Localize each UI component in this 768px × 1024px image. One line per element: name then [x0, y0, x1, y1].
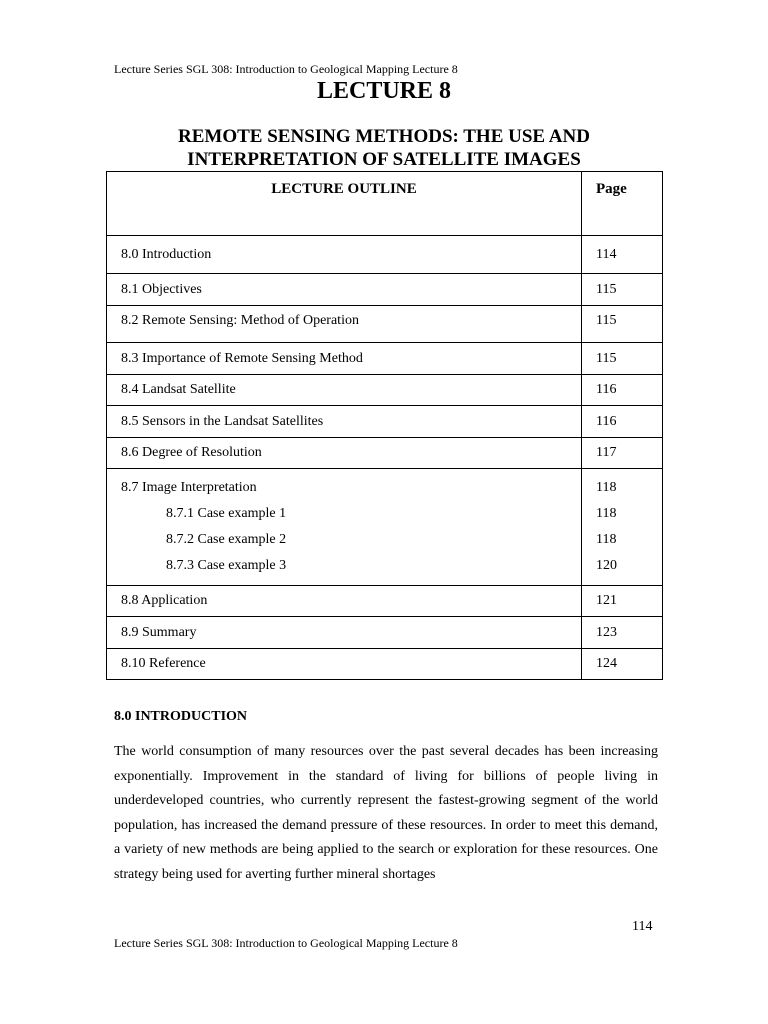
table-row — [107, 343, 663, 375]
outline-topic: 8.0 Introduction — [107, 236, 582, 274]
table-row — [107, 406, 663, 438]
outline-subtopic: 8.7.1 Case example 1 — [166, 506, 287, 521]
outline-page: 123 — [582, 617, 663, 649]
table-row — [107, 649, 663, 680]
outline-page: 116 — [582, 375, 663, 406]
outline-page: 124 — [582, 649, 663, 680]
outline-page: 115 — [582, 274, 663, 306]
outline-subtopic: 8.7.2 Case example 2 — [166, 532, 287, 547]
outline-page: 118 — [596, 532, 617, 547]
outline-page: 116 — [582, 406, 663, 438]
outline-topic: 8.7 Image Interpretation — [121, 480, 257, 495]
table-row — [107, 617, 663, 649]
outline-page-group — [582, 469, 663, 586]
page-column-header: Page — [582, 172, 663, 236]
outline-page: 115 — [582, 306, 663, 343]
table-row — [107, 236, 663, 274]
table-row — [107, 469, 663, 586]
outline-page: 118 — [596, 480, 617, 495]
outline-page: 114 — [582, 236, 663, 274]
lecture-subtitle — [0, 125, 768, 171]
outline-topic: 8.10 Reference — [107, 649, 582, 680]
table-row — [107, 274, 663, 306]
outline-topic: 8.8 Application — [107, 586, 582, 617]
outline-topic: 8.2 Remote Sensing: Method of Operation — [107, 306, 582, 343]
outline-page: 117 — [582, 438, 663, 469]
lecture-title: LECTURE 8 — [316, 78, 452, 104]
outline-page: 118 — [596, 506, 617, 521]
lecture-outline-table — [106, 171, 663, 680]
table-row — [107, 586, 663, 617]
outline-page: 120 — [596, 558, 617, 573]
outline-topic-group — [107, 469, 582, 586]
outline-topic: 8.9 Summary — [107, 617, 582, 649]
outline-column-header: LECTURE OUTLINE — [107, 172, 582, 236]
table-row — [107, 306, 663, 343]
subtitle-line-1: REMOTE SENSING METHODS: THE USE AND — [178, 126, 590, 147]
intro-paragraph: The world consumption of many resources over the past several decades has been increasing exponentially. Improvement in the standard of living for billions of people living in underdeveloped countries, who currently represent the fastest-growing segment of the world population, has increased the demand pressure of these resources. In order to meet this demand, a variety of new methods are being applied to the search or exploration for these resources. One strategy being used for averting further mineral shortages — [114, 744, 658, 882]
table-row — [107, 438, 663, 469]
table-row — [107, 375, 663, 406]
outline-topic: 8.4 Landsat Satellite — [107, 375, 582, 406]
outline-topic: 8.5 Sensors in the Landsat Satellites — [107, 406, 582, 438]
running-header: Lecture Series SGL 308: Introduction to Geological Mapping Lecture 8 — [114, 62, 458, 76]
section-heading: 8.0 INTRODUCTION — [114, 709, 248, 724]
outline-page: 115 — [582, 343, 663, 375]
outline-topic: 8.1 Objectives — [107, 274, 582, 306]
outline-subtopic: 8.7.3 Case example 3 — [166, 558, 287, 573]
running-footer: Lecture Series SGL 308: Introduction to Geological Mapping Lecture 8 — [114, 936, 458, 950]
outline-topic: 8.3 Importance of Remote Sensing Method — [107, 343, 582, 375]
outline-header-row — [107, 172, 663, 236]
outline-topic: 8.6 Degree of Resolution — [107, 438, 582, 469]
outline-page: 121 — [582, 586, 663, 617]
subtitle-line-2: INTERPRETATION OF SATELLITE IMAGES — [187, 149, 581, 170]
page-number: 114 — [632, 919, 653, 934]
